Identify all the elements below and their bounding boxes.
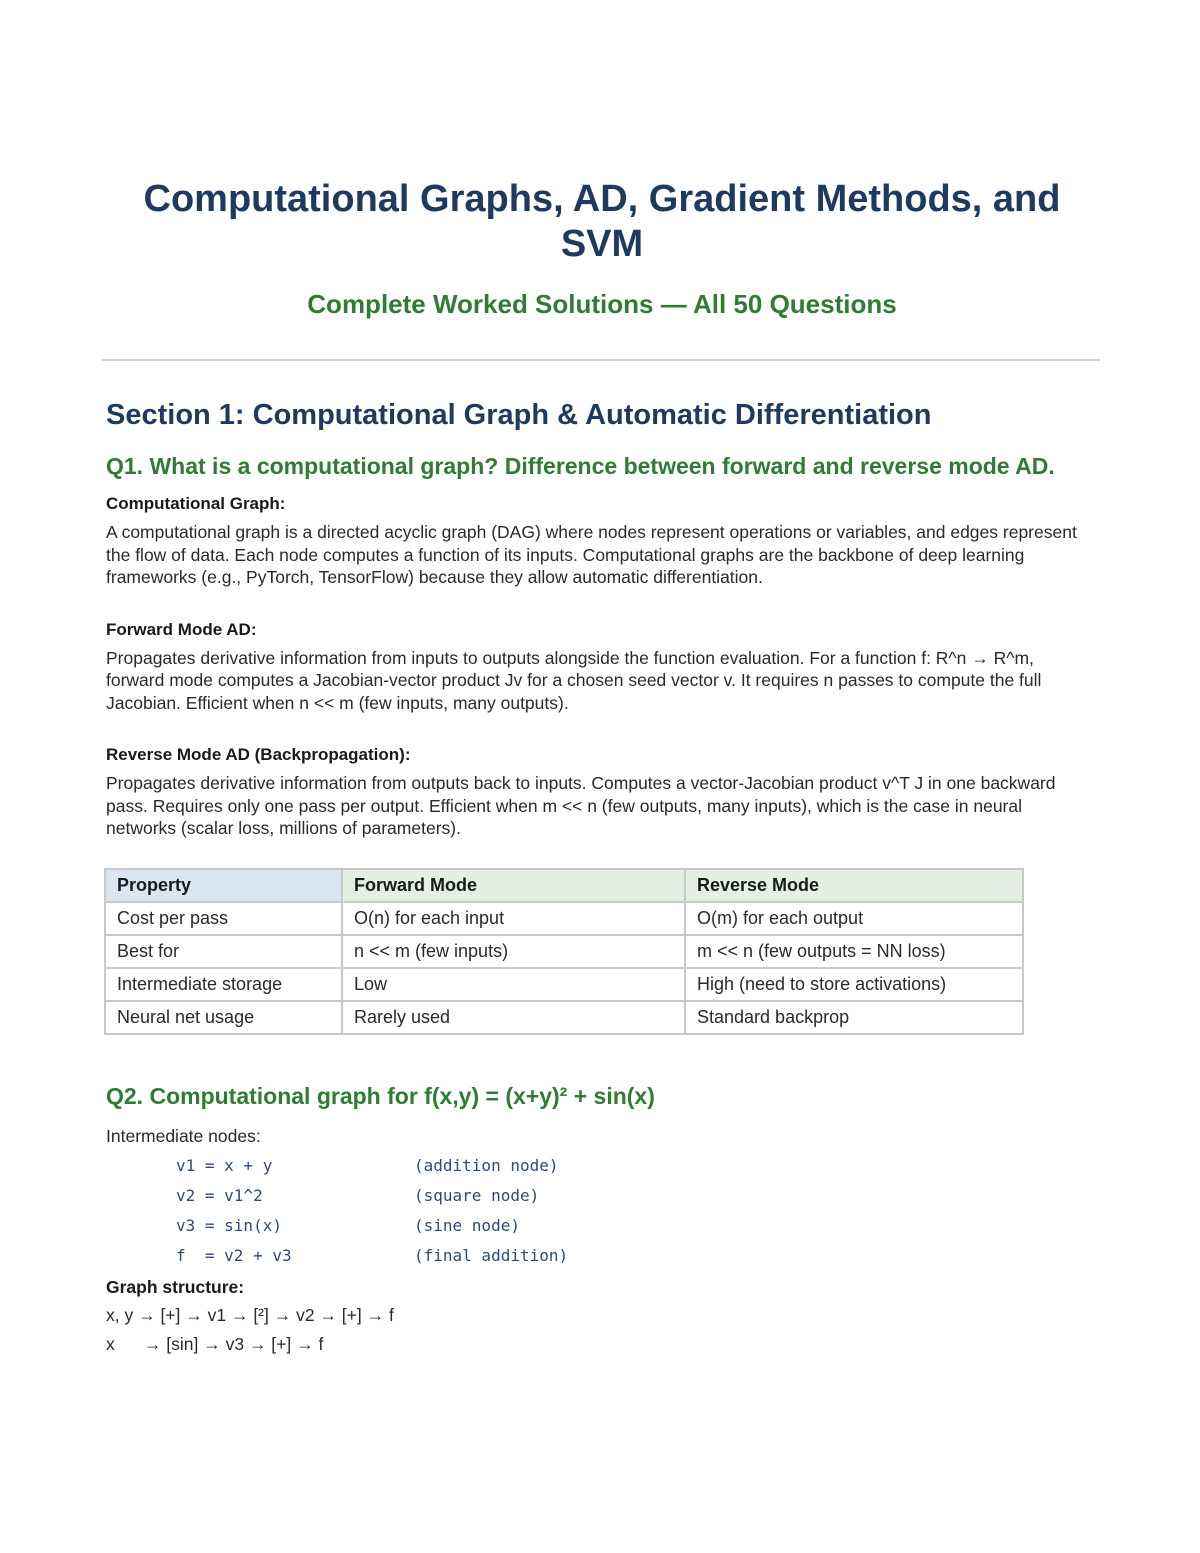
code-expression: v1 = x + y: [176, 1155, 273, 1175]
table-header-cell: Reverse Mode: [685, 869, 1023, 902]
document-title: Computational Graphs, AD, Gradient Methods, and SVM: [143, 178, 1061, 265]
code-expression: f = v2 + v3: [176, 1245, 292, 1265]
table-cell: Intermediate storage: [105, 968, 342, 1001]
horizontal-divider: [102, 359, 1100, 361]
table-row: [105, 935, 1023, 968]
code-comment: (square node): [414, 1185, 540, 1205]
table-cell: O(n) for each input: [342, 902, 685, 935]
table-row: [105, 902, 1023, 935]
document-page: [104, 0, 1100, 1357]
section-1-title: Section 1: Computational Graph & Automatic Differentiation: [106, 399, 932, 431]
code-comment: (sine node): [414, 1215, 520, 1235]
graph-structure-line: x → [sin] → v3 → [+] → f: [106, 1333, 324, 1354]
code-line: [176, 1181, 1100, 1211]
table-cell: Neural net usage: [105, 1001, 342, 1034]
code-line: [176, 1241, 1100, 1271]
code-expression: v2 = v1^2: [176, 1185, 263, 1205]
intermediate-nodes-label: Intermediate nodes:: [106, 1125, 261, 1146]
table-cell: Rarely used: [342, 1001, 685, 1034]
code-line: [176, 1211, 1100, 1241]
code-expression: v3 = sin(x): [176, 1215, 282, 1235]
reverse-mode-text: Propagates derivative information from outputs back to inputs. Computes a vector-Jacobian product v^T J in one backward pass. Requires only one pass per output. Efficient when m << n (few outputs, many inputs), which is the case in neural networks (scalar loss, millions of parameters).: [106, 773, 1056, 838]
intermediate-nodes-code: [176, 1151, 1100, 1271]
table-row: [105, 1001, 1023, 1034]
computational-graph-text: A computational graph is a directed acyclic graph (DAG) where nodes represent operations or variables, and edges represent the flow of data. Each node computes a function of its inputs. Computational graphs are the backbone of deep learning frameworks (e.g., PyTorch, TensorFlow) because they allow automatic differentiation.: [106, 522, 1077, 587]
table-cell: m << n (few outputs = NN loss): [685, 935, 1023, 968]
table-cell: n << m (few inputs): [342, 935, 685, 968]
table-cell: Best for: [105, 935, 342, 968]
table-header-cell: Property: [105, 869, 342, 902]
table-cell: O(m) for each output: [685, 902, 1023, 935]
q1-heading: Q1. What is a computational graph? Difference between forward and reverse mode AD.: [106, 453, 1055, 479]
document-subtitle: Complete Worked Solutions — All 50 Questions: [307, 289, 897, 319]
code-comment: (final addition): [414, 1245, 569, 1265]
table-header-cell: Forward Mode: [342, 869, 685, 902]
forward-mode-text: Propagates derivative information from inputs to outputs alongside the function evaluation. For a function f: R^n → R^m, forward mode computes a Jacobian-vector product Jv for a chosen seed vector v. It requires n passes to compute the full Jacobian. Efficient when n << m (few inputs, many outputs).: [106, 647, 1042, 713]
table-cell: Low: [342, 968, 685, 1001]
ad-comparison-table: [104, 868, 1024, 1035]
computational-graph-heading: Computational Graph:: [106, 494, 286, 513]
table-row: [105, 968, 1023, 1001]
table-header-row: [105, 869, 1023, 902]
graph-structure-heading: Graph structure:: [106, 1276, 245, 1297]
table-cell: Cost per pass: [105, 902, 342, 935]
code-comment: (addition node): [414, 1155, 559, 1175]
q2-heading: Q2. Computational graph for f(x,y) = (x+y)² + sin(x): [106, 1082, 655, 1109]
table-cell: Standard backprop: [685, 1001, 1023, 1034]
graph-structure-line: x, y → [+] → v1 → [²] → v2 → [+] → f: [106, 1304, 394, 1325]
code-line: [176, 1151, 1100, 1181]
reverse-mode-heading: Reverse Mode AD (Backpropagation):: [106, 745, 411, 764]
forward-mode-heading: Forward Mode AD:: [106, 619, 257, 639]
table-cell: High (need to store activations): [685, 968, 1023, 1001]
